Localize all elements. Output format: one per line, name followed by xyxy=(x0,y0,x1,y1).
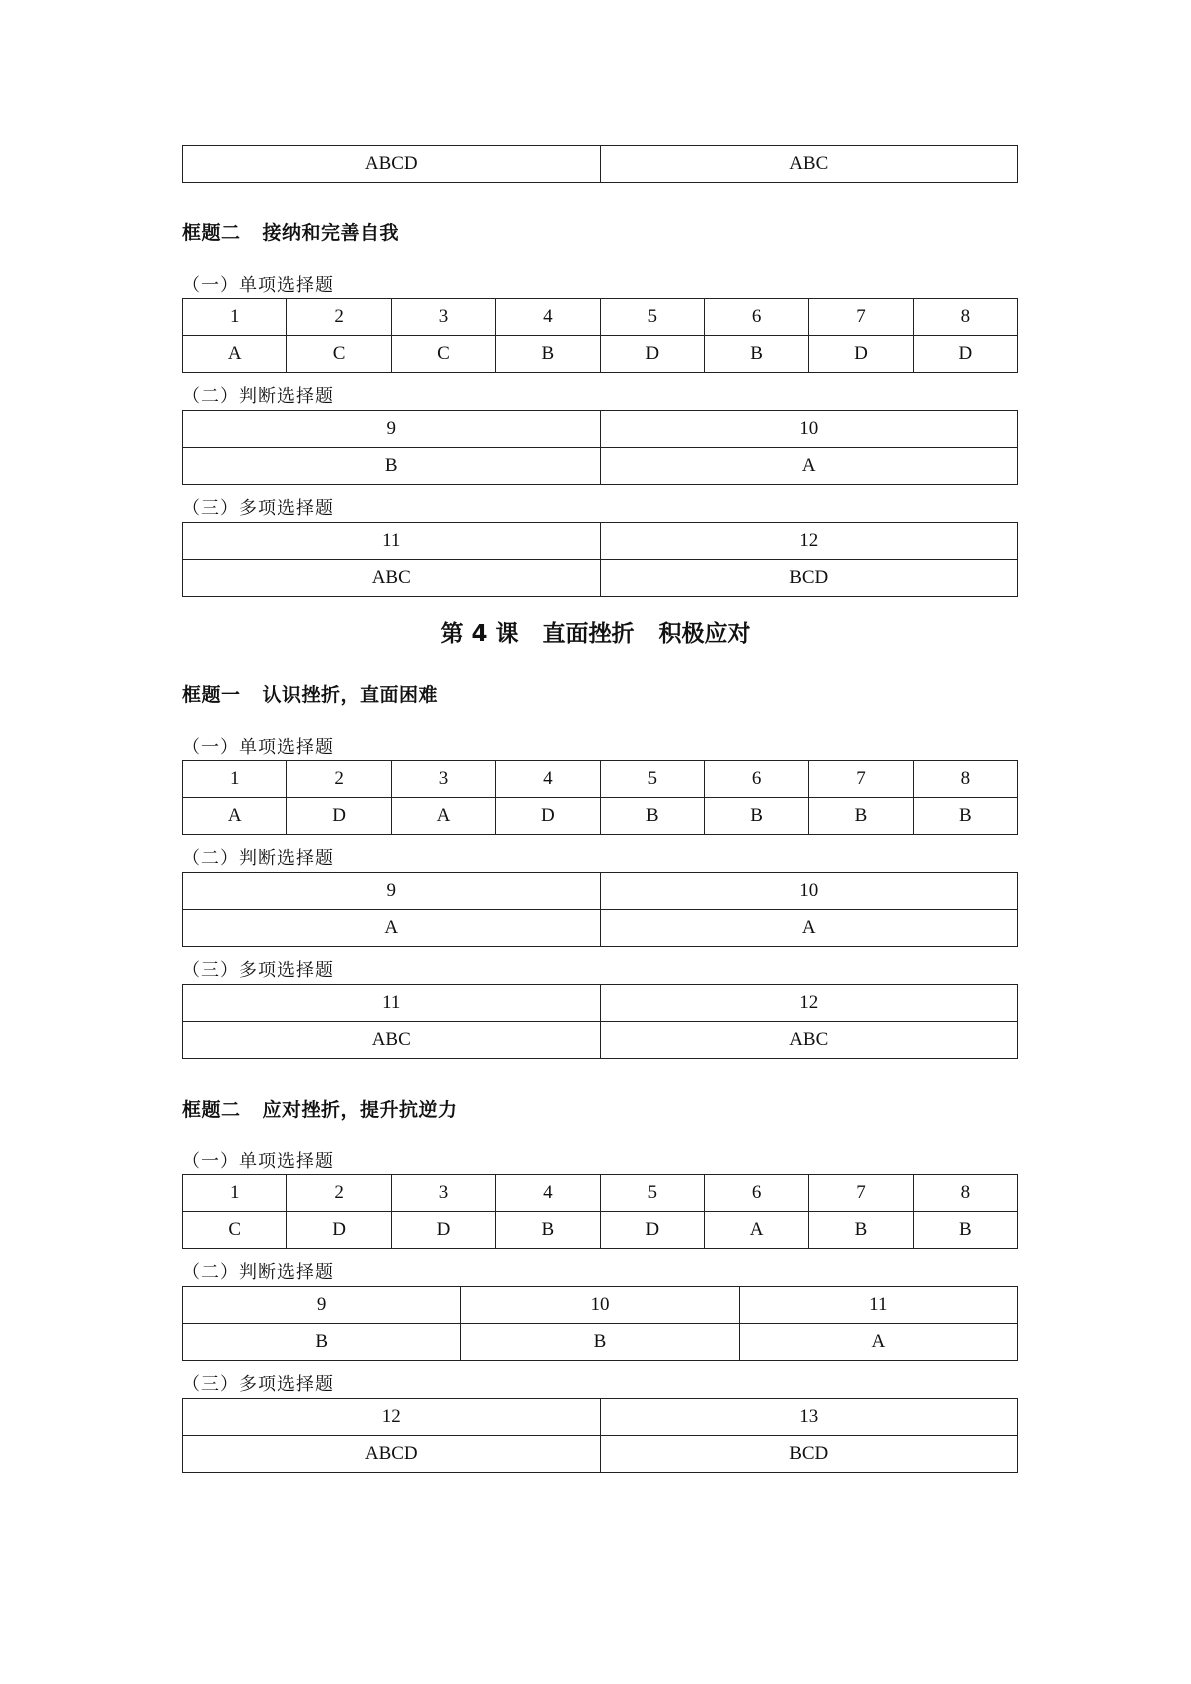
question-number: 6 xyxy=(704,299,808,336)
answer-cell: D xyxy=(496,798,600,835)
table-row xyxy=(183,761,1018,798)
table-row xyxy=(183,1399,1018,1436)
question-number: 5 xyxy=(600,761,704,798)
question-number: 9 xyxy=(183,1287,461,1324)
lesson-title xyxy=(0,615,1191,648)
question-number: 10 xyxy=(600,873,1018,910)
question-number: 4 xyxy=(496,761,600,798)
question-number: 3 xyxy=(391,1175,495,1212)
answer-cell: B xyxy=(496,1212,600,1249)
section-heading xyxy=(182,218,399,245)
table-row xyxy=(183,299,1018,336)
single-choice-label: （一）单项选择题 xyxy=(182,737,334,758)
judge-choice-label: （二）判断选择题 xyxy=(182,1262,334,1283)
question-number: 7 xyxy=(809,299,913,336)
question-number: 11 xyxy=(183,523,601,560)
question-number: 1 xyxy=(183,761,287,798)
section-heading xyxy=(182,680,438,707)
answer-table-continuation xyxy=(182,145,1018,183)
question-number: 2 xyxy=(287,761,391,798)
table-row xyxy=(183,1287,1018,1324)
answer-cell: B xyxy=(913,1212,1017,1249)
table-row xyxy=(183,448,1018,485)
answer-cell: A xyxy=(600,448,1018,485)
answer-cell: D xyxy=(287,1212,391,1249)
single-choice-label: （一）单项选择题 xyxy=(182,275,334,296)
answer-cell: D xyxy=(809,336,913,373)
section-subtitle: 接纳和完善自我 xyxy=(262,222,400,244)
table-row xyxy=(183,873,1018,910)
judge-choice-label: （二）判断选择题 xyxy=(182,848,334,869)
answer-cell: B xyxy=(496,336,600,373)
multi-choice-label: （三）多项选择题 xyxy=(182,960,334,981)
table-row xyxy=(183,411,1018,448)
answer-cell: B xyxy=(913,798,1017,835)
question-number: 7 xyxy=(809,1175,913,1212)
answer-cell: A xyxy=(739,1324,1017,1361)
answer-cell: B xyxy=(809,1212,913,1249)
answer-cell: D xyxy=(287,798,391,835)
question-number: 6 xyxy=(704,1175,808,1212)
table-row xyxy=(183,1324,1018,1361)
judge-choice-table xyxy=(182,410,1018,485)
answer-cell: A xyxy=(600,910,1018,947)
answer-cell: C xyxy=(287,336,391,373)
question-number: 9 xyxy=(183,411,601,448)
question-number: 10 xyxy=(461,1287,739,1324)
question-number: 12 xyxy=(600,985,1018,1022)
single-choice-table xyxy=(182,298,1018,373)
answer-cell: BCD xyxy=(600,560,1018,597)
table-row xyxy=(183,1022,1018,1059)
table-cell: ABC xyxy=(600,146,1018,183)
table-row xyxy=(183,1436,1018,1473)
section-subtitle: 应对挫折，提升抗逆力 xyxy=(262,1099,458,1121)
question-number: 4 xyxy=(496,299,600,336)
answer-cell: B xyxy=(809,798,913,835)
table-row xyxy=(183,985,1018,1022)
answer-cell: ABC xyxy=(183,560,601,597)
question-number: 11 xyxy=(183,985,601,1022)
answer-cell: A xyxy=(183,798,287,835)
answer-cell: D xyxy=(391,1212,495,1249)
answer-cell: ABC xyxy=(183,1022,601,1059)
question-number: 2 xyxy=(287,1175,391,1212)
table-row xyxy=(183,560,1018,597)
answer-cell: C xyxy=(183,1212,287,1249)
section-subtitle: 认识挫折，直面困难 xyxy=(262,684,439,706)
answer-cell: BCD xyxy=(600,1436,1018,1473)
answer-cell: B xyxy=(183,448,601,485)
judge-choice-table xyxy=(182,1286,1018,1361)
question-number: 8 xyxy=(913,761,1017,798)
table-row xyxy=(183,146,1018,183)
section-title: 框题二 xyxy=(182,222,241,244)
multi-choice-table xyxy=(182,1398,1018,1473)
single-choice-label: （一）单项选择题 xyxy=(182,1151,334,1172)
single-choice-table xyxy=(182,1174,1018,1249)
answer-cell: ABCD xyxy=(183,1436,601,1473)
multi-choice-label: （三）多项选择题 xyxy=(182,498,334,519)
answer-cell: C xyxy=(391,336,495,373)
answer-cell: A xyxy=(391,798,495,835)
section-heading xyxy=(182,1095,458,1122)
answer-cell: D xyxy=(600,1212,704,1249)
table-row xyxy=(183,798,1018,835)
multi-choice-table xyxy=(182,522,1018,597)
question-number: 8 xyxy=(913,1175,1017,1212)
question-number: 6 xyxy=(704,761,808,798)
question-number: 12 xyxy=(183,1399,601,1436)
lesson-title-part2: 积极应对 xyxy=(658,621,751,647)
answer-cell: B xyxy=(704,798,808,835)
table-row xyxy=(183,523,1018,560)
answer-cell: D xyxy=(913,336,1017,373)
question-number: 11 xyxy=(739,1287,1017,1324)
question-number: 2 xyxy=(287,299,391,336)
table-row xyxy=(183,1212,1018,1249)
table-row xyxy=(183,910,1018,947)
judge-choice-table xyxy=(182,872,1018,947)
answer-cell: B xyxy=(183,1324,461,1361)
question-number: 4 xyxy=(496,1175,600,1212)
table-row xyxy=(183,336,1018,373)
section-title: 框题二 xyxy=(182,1099,241,1121)
judge-choice-label: （二）判断选择题 xyxy=(182,386,334,407)
answer-cell: B xyxy=(461,1324,739,1361)
question-number: 10 xyxy=(600,411,1018,448)
single-choice-table xyxy=(182,760,1018,835)
question-number: 9 xyxy=(183,873,601,910)
question-number: 3 xyxy=(391,761,495,798)
table-row xyxy=(183,1175,1018,1212)
answer-cell: A xyxy=(704,1212,808,1249)
question-number: 13 xyxy=(600,1399,1018,1436)
section-title: 框题一 xyxy=(182,684,241,706)
answer-cell: A xyxy=(183,910,601,947)
question-number: 5 xyxy=(600,299,704,336)
lesson-title-part1: 直面挫折 xyxy=(542,621,635,647)
multi-choice-table xyxy=(182,984,1018,1059)
multi-choice-label: （三）多项选择题 xyxy=(182,1374,334,1395)
question-number: 1 xyxy=(183,299,287,336)
lesson-number: 第 4 课 xyxy=(440,621,519,647)
question-number: 1 xyxy=(183,1175,287,1212)
answer-cell: ABC xyxy=(600,1022,1018,1059)
question-number: 8 xyxy=(913,299,1017,336)
question-number: 12 xyxy=(600,523,1018,560)
question-number: 3 xyxy=(391,299,495,336)
answer-cell: B xyxy=(704,336,808,373)
answer-cell: A xyxy=(183,336,287,373)
table-cell: ABCD xyxy=(183,146,601,183)
answer-cell: D xyxy=(600,336,704,373)
question-number: 7 xyxy=(809,761,913,798)
answer-cell: B xyxy=(600,798,704,835)
question-number: 5 xyxy=(600,1175,704,1212)
